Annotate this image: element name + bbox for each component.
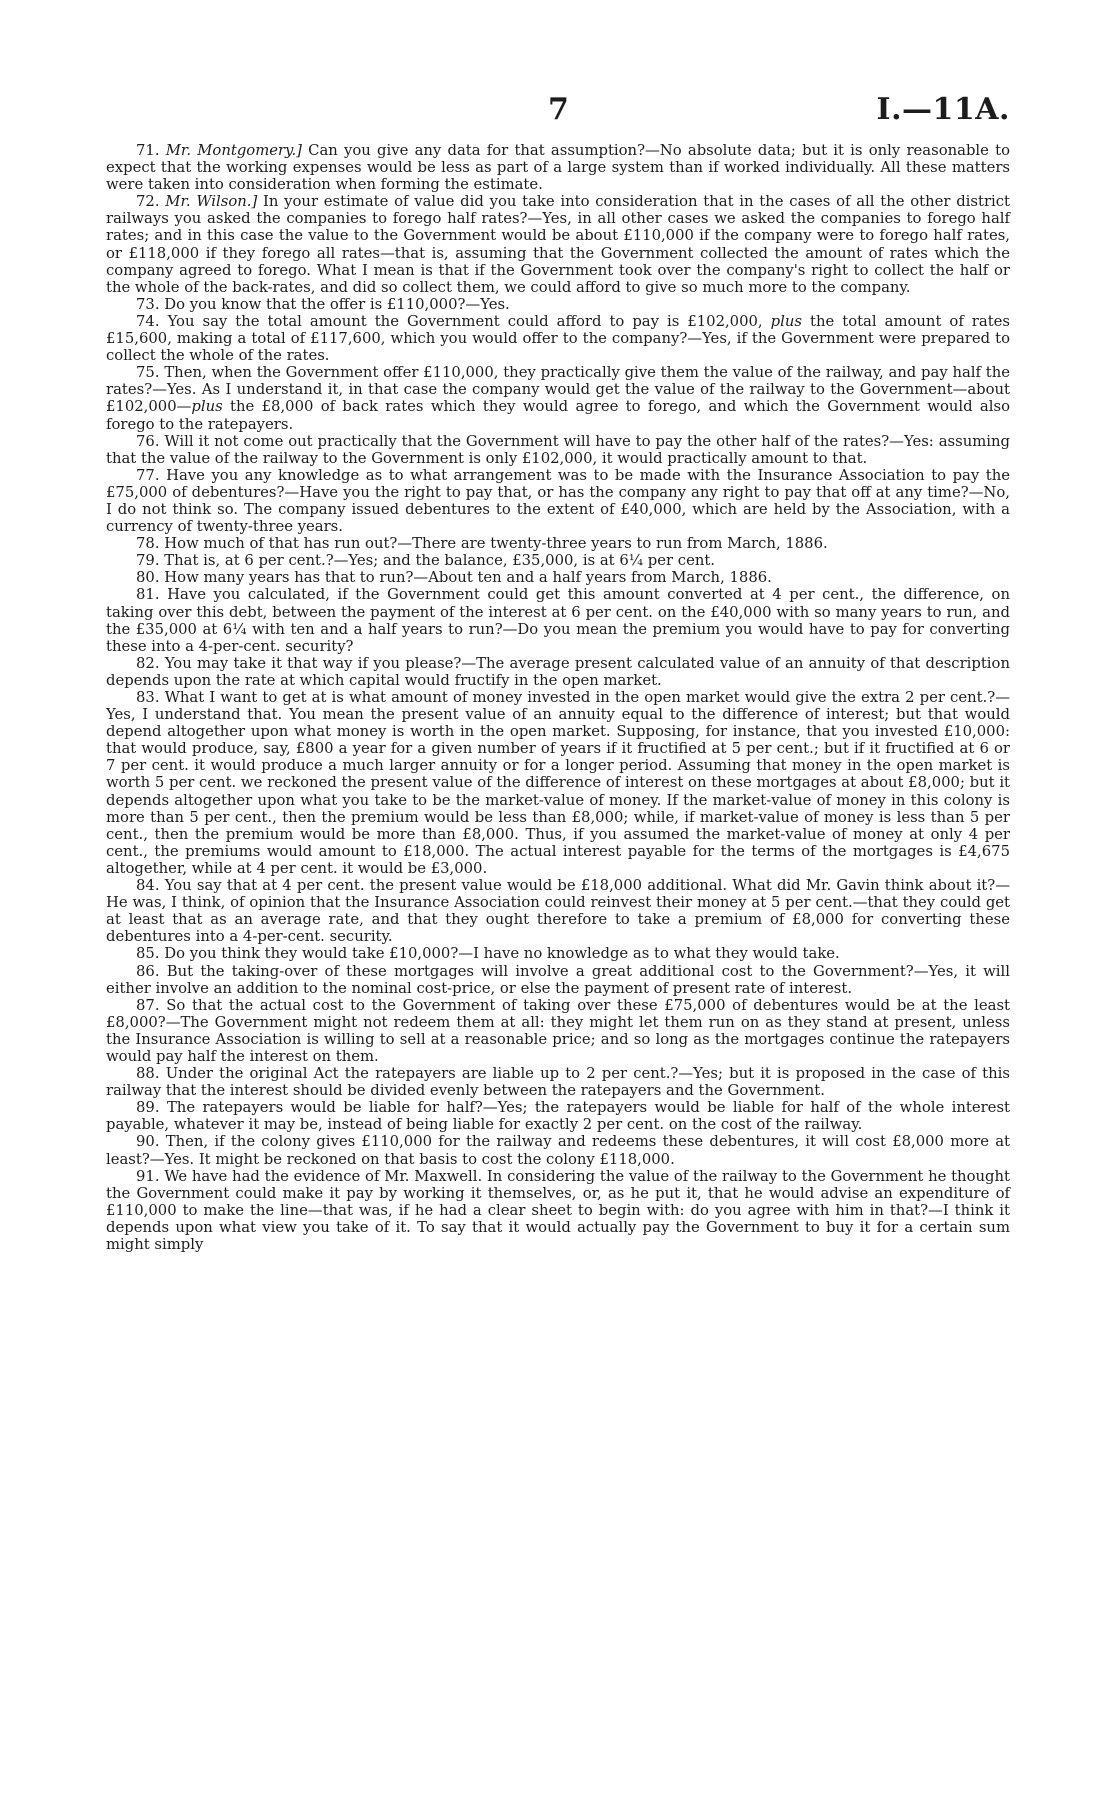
question-number: 76. [136, 432, 160, 450]
paragraph-text: What I want to get at is what amount of money invested in the open market would give the extra 2 per cent.?—Yes, I understand that. You mean the present value of an annuity equal to the difference of interest; but that would depend altogether upon what money is worth in the open market. Supposing, for instance, that you invested £10,000: that would produce, say, £800 a year for a given number of years if it fructified at 5 per cent.; but if it fructified at 6 or 7 per cent. it would produce a much larger annuity or for a longer period. Assuming that money in the open market is worth 5 per cent. we reckoned the present value of the difference of interest on these mortgages at about £8,000; but it depends altogether upon what you take to be the market-value of money. If the market-value of money in this colony is more than 5 per cent., then the premium would be less than £8,000; while, if market-value of money is less than 5 per cent., then the premium would be more than £8,000. Thus, if you assumed the market-value of money at only 4 per cent., the premiums would amount to £18,000. The actual interest payable for the terms of the mortgages is £4,675 altogether, while at 4 per cent. it would be £3,000. [106, 689, 1010, 877]
question-number: 75. [136, 364, 160, 382]
paragraph-text: Have you any knowledge as to what arrangement was to be made with the Insurance Association to pay the £75,000 of debentures?—Have you the right to pay that, or has the company any right to pay that off at any time?—No, I do not think so. The company issued debentures to the extent of £40,000, which are held by the Association, with a currency of twenty-three years. [106, 466, 1010, 536]
paragraph-text: Then, when the Government offer £110,000, they practically give them the value of the railway, and pay half the rates?—Yes. As I understand it, in that case the company would get the value of the railway to the Government—about £102,000— [106, 364, 1010, 416]
question-paragraph [106, 433, 1010, 467]
question-number: 89. [136, 1099, 160, 1117]
question-paragraph [106, 313, 1010, 364]
question-paragraph [106, 963, 1010, 997]
question-number: 83. [136, 689, 160, 706]
document-page [106, 92, 1010, 1253]
paragraph-text: So that the actual cost to the Government of taking over these £75,000 of debentures would be at the least £8,000?—The Government might not redeem them at all: they might let them run on as they stand at present, unless the Insurance Association is willing to sell at a reasonable price; and so long as the mortgages continue the ratepayers would pay half the interest on them. [106, 996, 1010, 1065]
paragraph-text: Can you give any data for that assumption?—No absolute data; but it is only reasonable to expect that the working expenses would be less as part of a large system than if worked individually. All these matters were taken into consideration when forming the estimate. [106, 142, 1010, 194]
question-number: 71. [136, 142, 160, 159]
question-paragraph [106, 569, 1010, 586]
paragraph-text: Will it not come out practically that the Government will have to pay the other half of the rates?—Yes: assuming that the value of the railway to the Government is only £102,000, it would practically amount to that. [106, 432, 1010, 467]
paragraph-text: You may take it that way if you please?—The average present calculated value of an annuity of that description depends upon the rate at which capital would fructify in the open market. [106, 654, 1010, 689]
speaker-name: Mr. Montgomery.] [165, 142, 302, 159]
question-number: 84. [136, 877, 160, 895]
question-paragraph [106, 552, 1010, 569]
emphasis-text: plus [191, 398, 223, 416]
question-number: 74. [136, 312, 160, 330]
question-paragraph [106, 945, 1010, 962]
paragraph-text: Do you know that the offer is £110,000?—Yes. [164, 295, 510, 313]
question-paragraph [106, 997, 1010, 1065]
emphasis-text: plus [770, 312, 802, 330]
paragraph-text: That is, at 6 per cent.?—Yes; and the balance, £35,000, is at 6¼ per cent. [164, 552, 716, 570]
paragraph-text-continued: the total amount of rates £15,600, making a total of £117,600, which you would offer to the company?—Yes, if the Government were prepared to collect the whole of the rates. [106, 312, 1011, 365]
paragraph-text: You say that at 4 per cent. the present value would be £18,000 additional. What did Mr. Gavin think about it?—He was, I think, of opinion that the Insurance Association could reinvest their money at 5 per cent.—that they could get at least that as an average rate, and that they ought therefore to take a premium of £8,000 for converting these debentures into a 4-per-cent. security. [106, 877, 1010, 946]
paragraph-text: Under the original Act the ratepayers are liable up to 2 per cent.?—Yes; but it is proposed in the case of this railway that the interest should be divided evenly between the ratepayers and the Government. [106, 1065, 1010, 1100]
question-number: 87. [136, 996, 160, 1014]
document-reference: I.—11A. [876, 92, 1010, 127]
question-paragraph [106, 1168, 1010, 1253]
paragraph-text: Do you think they would take £10,000?—I have no knowledge as to what they would take. [164, 945, 840, 963]
question-paragraph [106, 193, 1010, 296]
question-number: 77. [136, 466, 160, 484]
paragraph-text: How much of that has run out?—There are twenty-three years to run from March, 1886. [164, 535, 828, 553]
question-paragraph [106, 586, 1010, 654]
question-paragraph [106, 689, 1010, 877]
question-paragraph [106, 1133, 1010, 1167]
question-number: 82. [136, 654, 160, 672]
question-paragraph [106, 142, 1010, 193]
question-number: 86. [136, 962, 160, 980]
speaker-name: Mr. Wilson.] [165, 193, 258, 211]
question-paragraph [106, 877, 1010, 945]
question-paragraph [106, 1099, 1010, 1133]
question-number: 73. [136, 295, 160, 313]
question-paragraph [106, 655, 1010, 689]
question-number: 81. [136, 586, 160, 604]
question-paragraph [106, 467, 1010, 535]
question-number: 88. [136, 1065, 160, 1083]
paragraph-text: We have had the evidence of Mr. Maxwell. In considering the value of the railway to the Government he thought the Government could make it pay by working it themselves, or, as he put it, that he would advise an expenditure of £110,000 to make the line—that was, if he had a clear sheet to begin with: do you agree with him in that?—I think it depends upon what view you take of it. To say that it would actually pay the Government to buy it for a certain sum might simply [106, 1167, 1010, 1253]
page-header [106, 92, 1010, 132]
paragraph-text-continued: the £8,000 of back rates which they would agree to forego, and which the Government would also forego to the ratepayers. [106, 398, 1010, 433]
question-number: 79. [136, 552, 160, 570]
question-paragraph [106, 364, 1010, 432]
paragraph-text: In your estimate of value did you take into consideration that in the cases of all the other district railways you asked the companies to forego half rates?—Yes, in all other cases we asked the companies to forego half rates; and in this case the value to the Government would be about £110,000 if the company were to forego half rates, or £118,000 if they forego all rates—that is, assuming that the Government collected the amount of rates which the company agreed to forego. What I mean is that if the Government took over the company's right to collect the half or the whole of the back-rates, and did so collect them, we could afford to give so much more to the company. [106, 193, 1010, 296]
question-number: 80. [136, 569, 160, 587]
question-paragraph [106, 296, 1010, 313]
paragraph-text: The ratepayers would be liable for half?—Yes; the ratepayers would be liable for half of the whole interest payable, whatever it may be, instead of being liable for exactly 2 per cent. on the cost of the railway. [106, 1099, 1010, 1134]
paragraph-text: You say the total amount the Government could afford to pay is £102,000, [167, 312, 771, 330]
question-paragraph [106, 535, 1010, 552]
question-number: 85. [136, 945, 160, 963]
paragraph-text: But the taking-over of these mortgages will involve a great additional cost to the Government?—Yes, it will either involve an addition to the nominal cost-price, or else the payment of present rate of interest. [106, 962, 1010, 997]
question-number: 91. [136, 1167, 160, 1185]
question-number: 78. [136, 535, 160, 553]
evidence-body [106, 142, 1010, 1253]
page-number: 7 [548, 92, 569, 127]
question-number: 90. [136, 1133, 160, 1151]
paragraph-text: Have you calculated, if the Government could get this amount converted at 4 per cent., the difference, on taking over this debt, between the payment of the interest at 6 per cent. on the £40,000 with so many years to run, and the £35,000 at 6¼ with ten and a half years to run?—Do you mean the premium you would have to pay for converting these into a 4-per-cent. security? [106, 586, 1010, 655]
question-paragraph [106, 1065, 1010, 1099]
paragraph-text: How many years has that to run?—About ten and a half years from March, 1886. [164, 569, 772, 587]
paragraph-text: Then, if the colony gives £110,000 for the railway and redeems these debentures, it will cost £8,000 more at least?—Yes. It might be reckoned on that basis to cost the colony £118,000. [106, 1133, 1010, 1168]
question-number: 72. [136, 193, 160, 211]
